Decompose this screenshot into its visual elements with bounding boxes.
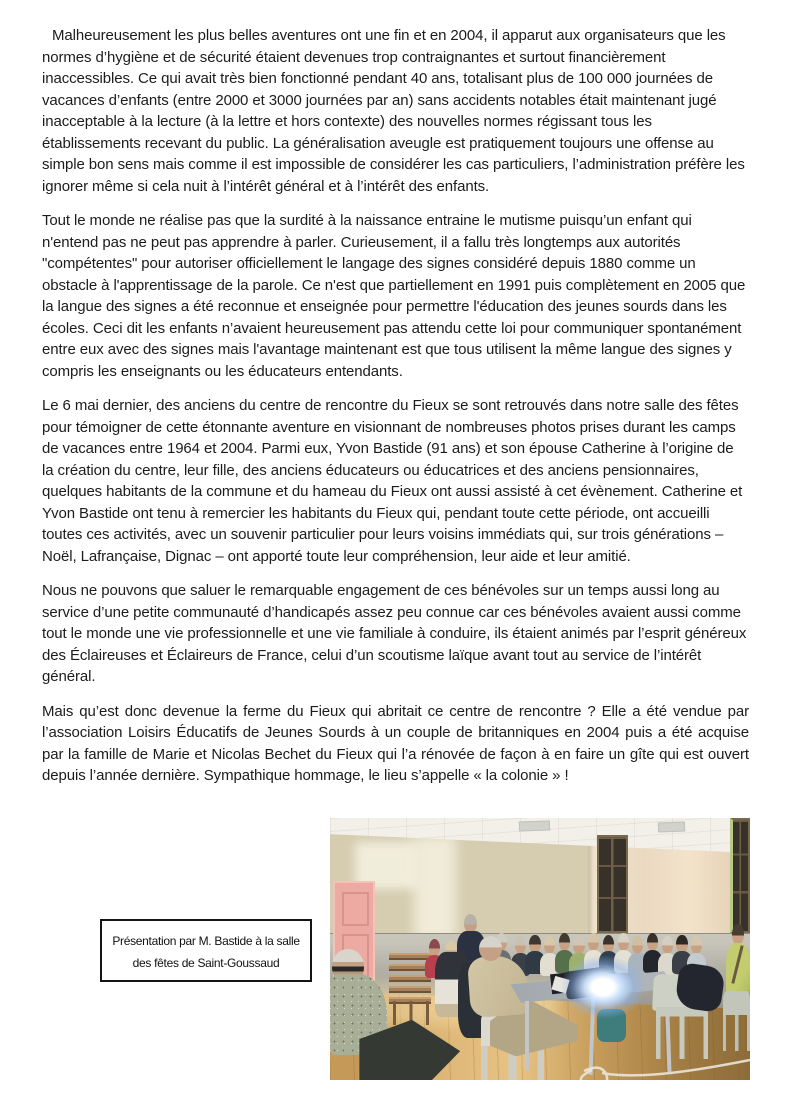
paragraph-closure-2004: Malheureusement les plus belles aventures ont une fin et en 2004, il apparut aux organisateurs que les normes d’hygiène et de sécurité étaient devenues trop contraignantes et surtout financièrement inaccessibles. Ce qui avait très bien fonctionné pendant 40 ans, totalisant plus de 100 000 journées de vacances d’enfants (entre 2000 et 3000 journées par an) sans accidents notables était maintenant jugé inacceptable à la lecture (à la lettre et hors contexte) des nouvelles normes régissant tous les établissements recevant du public. La généralisation aveugle est pratiquement toujours une offense au simple bon sens mais comme il est impossible de considérer les cas particuliers, l’administration préfère les ignorer même si cela nuit à l’intérêt général et à l’intérêt des enfants. [42, 27, 745, 195]
photo-cable [330, 818, 750, 1080]
paragraph-langue-signes: Tout le monde ne réalise pas que la surdité à la naissance entraine le mutisme puisqu’un enfant qui n'entend pas ne peut pas apprendre à parler. Curieusement, il a fallu très longtemps aux autorités "compétentes" pour autoriser officiellement le langage des signes considéré depuis 1880 comme un obstacle à l'apprentissage de la parole. Ce n'est que partiellement en 1991 puis complètement en 2005 que la langue des signes a été reconnue et enseignée pour permettre l'éducation des jeunes sourds dans les écoles. Ceci dit les enfants n’avaient heureusement pas attendu cette loi pour communiquer spontanément entre eux avec des signes mais l'avantage maintenant est que tous utilisent la même langue des signes y compris les enseignants ou les éducateurs entendants. [42, 212, 746, 380]
paragraph-benevoles: Nous ne pouvons que saluer le remarquable engagement de ces bénévoles sur un temps aussi long au service d’une petite communauté d’handicapés assez peu connue car ces bénévoles avaient aussi comme tout le monde une vie professionnelle et une vie familiale à conduire, ils étaient animés par l’esprit généreux des Éclaireuses et Éclaireurs de France, celui d’un scoutisme laïque avant tout au service de l’intérêt général. [42, 582, 747, 685]
meeting-photo [330, 818, 750, 1080]
paragraph-ferme-devenue: Mais qu’est donc devenue la ferme du Fieux qui abritait ce centre de rencontre ? Elle a été vendue par l’association Loisirs Éducatifs de Jeunes Sourds à un couple de britanniques en 2004 puis a été acquise par la famille de Marie et Nicolas Bechet du Fieux qui l’a rénovée de façon à en faire un gîte qui est ouvert depuis l’année dernière. Sympathique hommage, le lieu s’appelle « la colonie » ! [42, 702, 749, 784]
paragraph-retrouvailles: Le 6 mai dernier, des anciens du centre de rencontre du Fieux se sont retrouvés dans notre salle des fêtes pour témoigner de cette étonnante aventure en visionnant de nombreuses photos prises durant les camps de vacances entre 1964 et 2004. Parmi eux, Yvon Bastide (91 ans) et son épouse Catherine à l’origine de la création du centre, leur fille, des anciens éducateurs ou éducatrices et des anciens pensionnaires, quelques habitants de la commune et du hameau du Fieux ont aussi assisté à cet évènement. Catherine et Yvon Bastide ont tenu à remercier les habitants du Fieux qui, pendant toute cette période, ont accueilli toutes ces activités, avec un souvenir particulier pour leurs voisins immédiats qui, sur trois générations – Noël, Lafrançaise, Dignac – ont apporté toute leur compréhension, leur aide et leur amitié. [42, 397, 743, 565]
photo-caption-box [100, 919, 312, 982]
caption-line-2: des fêtes de Saint-Goussaud [132, 956, 280, 970]
caption-line-1: Présentation par M. Bastide à la salle [112, 934, 300, 948]
